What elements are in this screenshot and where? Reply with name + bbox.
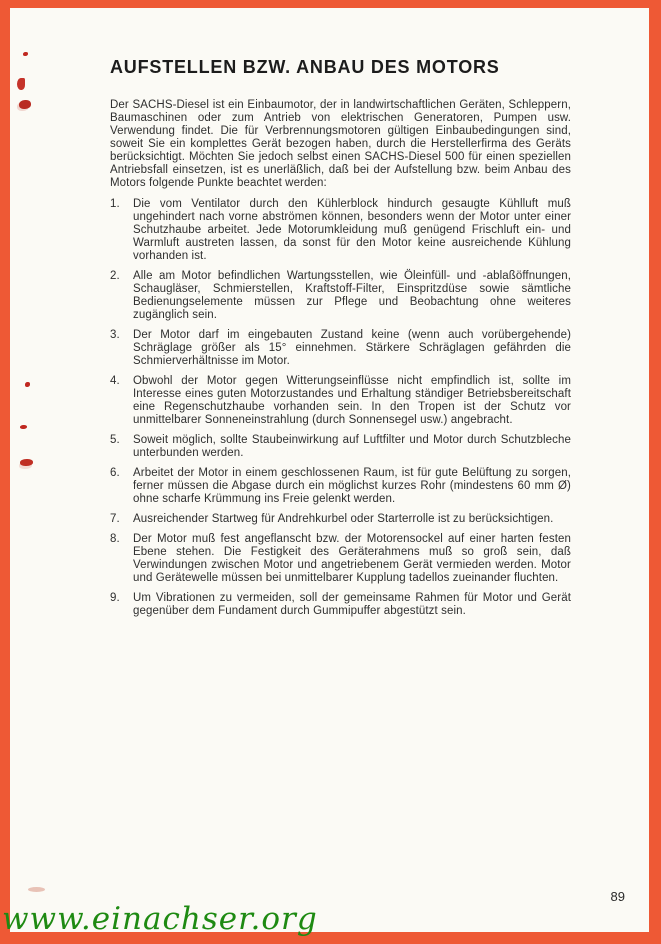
watermark: www.einachser.org	[2, 901, 318, 937]
ink-speck	[20, 425, 27, 429]
list-item	[110, 467, 571, 506]
page-title: AUFSTELLEN BZW. ANBAU DES MOTORS	[110, 57, 500, 77]
list-item	[110, 592, 571, 618]
ink-speck	[17, 78, 25, 90]
item-number: 9.	[110, 592, 120, 604]
ink-speck	[23, 52, 28, 56]
item-number: 5.	[110, 434, 120, 446]
item-number: 2.	[110, 270, 120, 282]
item-number: 3.	[110, 329, 120, 341]
item-text: Alle am Motor befindlichen Wartungsstellen, wie Öleinfüll- und -ablaßöffnungen, Schaugläser, Schmierstellen, Kraftstoff-Filter, Einspritzdüse sowie sämtliche Bedienungselemente müssen zur Pflege und Beobachtung ohne weiteres zugänglich sein.	[133, 270, 571, 321]
item-text: Der Motor darf im eingebauten Zustand keine (wenn auch vorübergehende) Schräglage größer als 15° einnehmen. Stärkere Schräglagen gefährden die Schmierverhältnisse im Motor.	[133, 329, 571, 367]
list-item	[110, 513, 571, 526]
item-text: Arbeitet der Motor in einem geschlossenen Raum, ist für gute Belüftung zu sorgen, ferner müssen die Abgase durch ein möglichst kurzes Rohr (mindestens 60 mm Ø) ohne scharfe Krümmung ins Freie gelenkt werden.	[133, 467, 571, 505]
intro-paragraph: Der SACHS-Diesel ist ein Einbaumotor, der in landwirtschaftlichen Geräten, Schleppern, Baumaschinen oder zum Antrieb von elektrischen Generatoren, Pumpen usw. Verwendung findet. Die für Verbrennungsmotoren gültigen Einbaubedingungen sind, soweit Sie ein komplettes Gerät bezogen haben, durch die Herstellerfirma des Geräts berücksichtigt. Möchten Sie jedoch selbst einen SACHS-Diesel 500 für einen speziellen Antriebsfall einsetzen, ist es unerläßlich, daß bei der Aufstellung bzw. beim Anbau des Motors folgende Punkte beachtet werden:	[110, 99, 571, 189]
list-item	[110, 270, 571, 322]
item-number: 6.	[110, 467, 120, 479]
item-number: 1.	[110, 198, 120, 210]
item-text: Soweit möglich, sollte Staubeinwirkung auf Luftfilter und Motor durch Schutzbleche unterbunden werden.	[133, 434, 571, 459]
item-text: Der Motor muß fest angeflanscht bzw. der Motorensockel auf einer harten festen Ebene stehen. Die Festigkeit des Geräterahmens muß so groß sein, daß Verwindungen zwischen Motor und angetriebenem Gerät vermieden werden. Motor und Gerätewelle müssen bei unmittelbarer Kupplung tadellos zueinander fluchten.	[133, 533, 571, 584]
ink-speck	[28, 887, 45, 892]
item-text: Um Vibrationen zu vermeiden, soll der gemeinsame Rahmen für Motor und Gerät gegenüber dem Fundament durch Gummipuffer abgestützt sein.	[133, 592, 571, 617]
list-item	[110, 533, 571, 585]
list-item	[110, 329, 571, 368]
item-text: Ausreichender Startweg für Andrehkurbel oder Starterrolle ist zu berücksichtigen.	[133, 513, 554, 525]
list-item	[110, 434, 571, 460]
ink-speck	[20, 459, 33, 466]
ink-speck	[25, 382, 30, 387]
item-number: 7.	[110, 513, 120, 525]
item-text: Die vom Ventilator durch den Kühlerblock hindurch gesaugte Kühlluft muß ungehindert nach vorne abströmen können, besonders wenn der Motor unter einer Schutzhaube arbeitet. Jede Motorumkleidung muß genügend Frischluft ein- und Warmluft austreten lassen, da sonst für den Motor keine ausreichende Kühlung vorhanden ist.	[133, 198, 571, 262]
item-number: 8.	[110, 533, 120, 545]
ink-speck	[19, 100, 31, 109]
list-item	[110, 198, 571, 263]
item-number: 4.	[110, 375, 120, 387]
list-item	[110, 375, 571, 427]
item-text: Obwohl der Motor gegen Witterungseinflüsse nicht empfindlich ist, sollte im Interesse eines guten Motorzustandes und Erhaltung ständiger Betriebsbereitschaft eine Regenschutzhaube vorhanden sein. In den Tropen ist der Schutz vor unmittelbarer Sonneneinstrahlung (durch Sonnensegel usw.) angebracht.	[133, 375, 571, 426]
numbered-list	[110, 198, 571, 618]
document-page	[10, 8, 649, 932]
page-number: 89	[610, 889, 625, 904]
